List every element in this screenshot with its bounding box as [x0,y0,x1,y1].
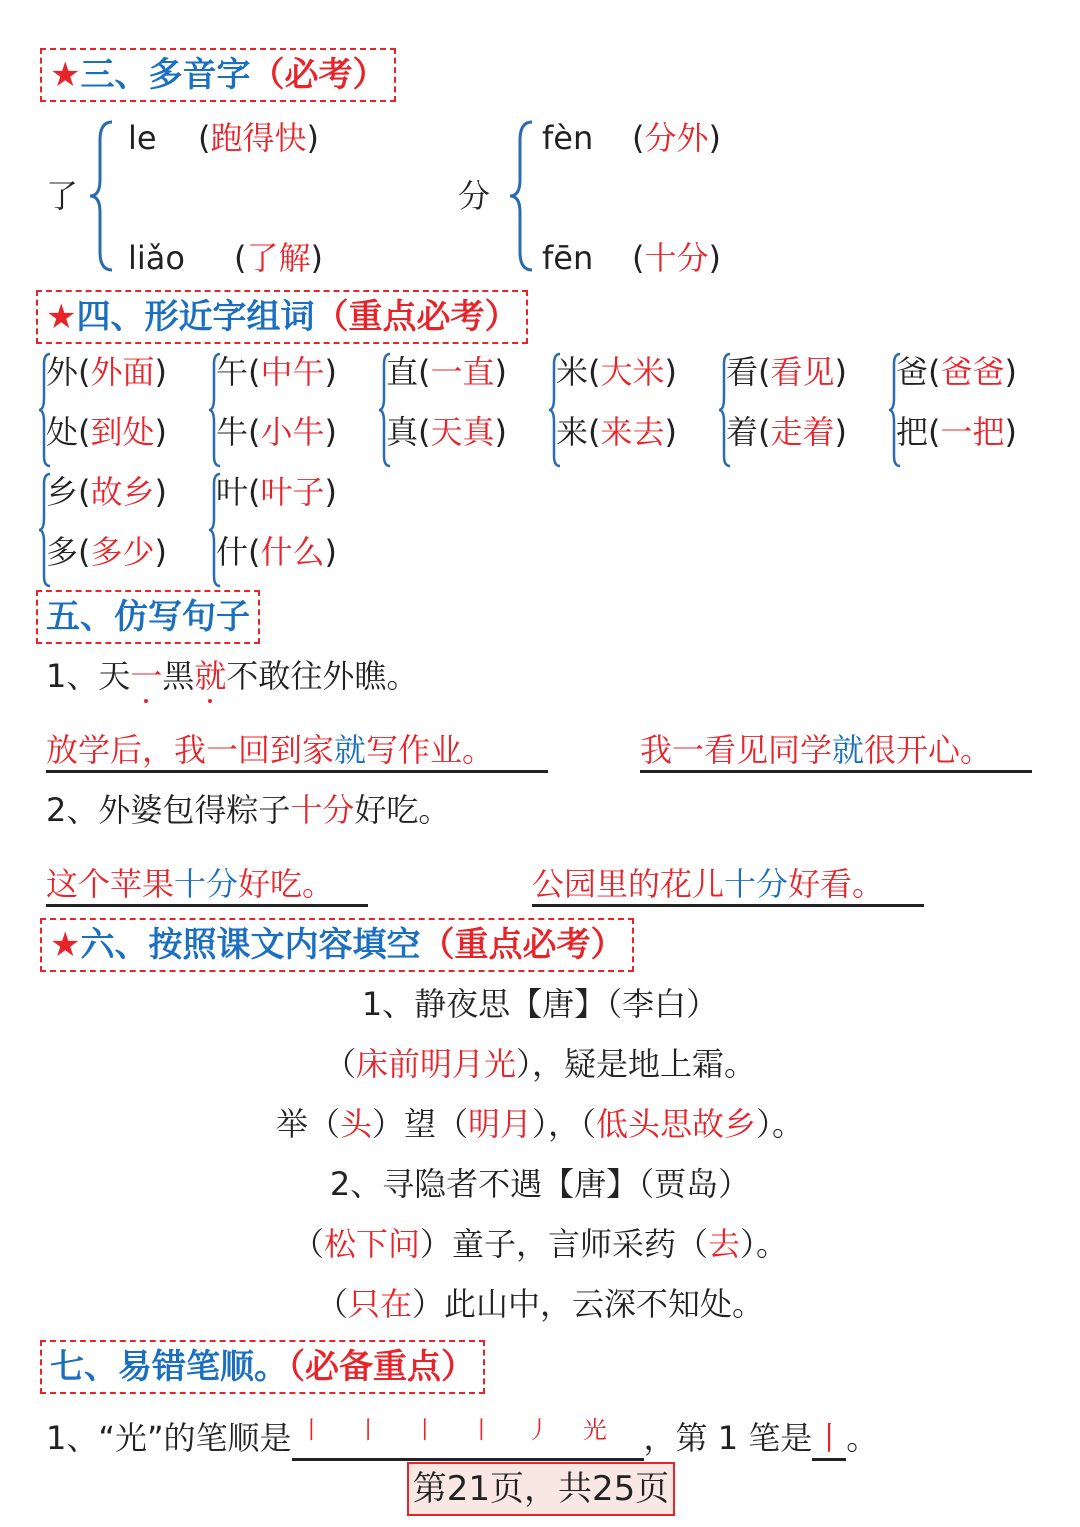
polyphone-row: liǎo (了解) [128,239,323,277]
answer-text: 公园里的花儿 [532,865,725,903]
char: 米 [556,353,589,391]
answer-word: 只在 [347,1285,412,1323]
char-pair [38,472,206,592]
section-7-header [40,1340,485,1394]
answer-word: 中午 [260,353,325,391]
answer-word: 故乡 [90,473,155,511]
keyword: 十分 [724,865,789,903]
answer-text: 很开心。 [864,731,993,769]
section-3-header [40,48,396,102]
char: 看 [726,353,759,391]
section-emphasis: （重点必考） [314,297,519,337]
section-emphasis: （重点必考） [420,925,625,965]
char: 叶 [216,473,249,511]
answer-word: 头 [339,1105,372,1143]
poem-text: （ [323,1045,356,1083]
keyword: 一 [130,657,163,695]
poem-text: ），疑是地上霜。 [516,1045,757,1083]
stroke-step: 丿 [526,1416,551,1444]
answer-word: 去 [708,1225,741,1263]
char-pair [888,352,1056,472]
question-text: 好吃。 [354,791,451,829]
answer-text: 我一看见同学 [640,731,833,769]
pair-row: 看(看见) [726,353,847,391]
question-text: 不敢往外瞧。 [226,657,419,695]
char: 爸 [896,353,929,391]
stroke-order-answer [292,1418,644,1461]
answer-word: 分外 [644,119,709,157]
pair-row: 着(走着) [726,413,847,451]
char: 处 [46,413,79,451]
answer-word: 走着 [770,413,835,451]
pair-row: 牛(小牛) [216,413,337,451]
question-text: 2、外婆包得粽子 [46,791,291,829]
char: 把 [896,413,929,451]
answer-word: 看见 [770,353,835,391]
char-pair [718,352,886,472]
poem-title: 1、静夜思【唐】（李白） [361,985,719,1023]
answer-text: 好吃。 [238,865,335,903]
char: 什 [216,533,249,571]
poem-text: （ [315,1285,348,1323]
pair-row: 外(外面) [46,353,167,391]
char: 乡 [46,473,79,511]
stroke-step: 丨 [299,1416,324,1444]
char-pair [548,352,716,472]
char-pair [38,352,206,472]
answer-word: 到处 [90,413,155,451]
char: 来 [556,413,589,451]
char: 牛 [216,413,249,451]
char: 多 [46,533,79,571]
answer-text: 这个苹果 [46,865,175,903]
pinyin: le [128,119,157,157]
question-text: ，第 1 笔是 [643,1419,813,1457]
poem-text: 举（ [275,1105,340,1143]
section-title: 七、易错笔顺。 [50,1347,288,1387]
char: 真 [386,413,419,451]
section-title: 三、多音字 [80,55,251,95]
answer-word: 外面 [90,353,155,391]
poem-text: （ [291,1225,324,1263]
poem-text: ）。 [756,1105,805,1143]
polyphone-row: le (跑得快) [128,119,319,157]
sentence-question-1 [46,656,418,696]
stroke-step: 丨 [469,1416,494,1444]
pair-row: 午(中午) [216,353,337,391]
answer-word: 大米 [600,353,665,391]
answer-word: 多少 [90,533,155,571]
answer-word: 一直 [430,353,495,391]
answer-text: 放学后，我一回到家 [46,731,335,769]
section-emphasis: （必考） [250,55,387,95]
pair-row: 多(多少) [46,533,167,571]
answer-sentence [532,864,924,907]
poem-text: ），（ [532,1105,597,1143]
poem-line [0,1044,1080,1084]
star-icon: ★ [46,297,77,337]
pinyin: liǎo [128,239,185,277]
poem-text: ）此山中，云深不知处。 [412,1285,765,1323]
pair-row: 真(天真) [386,413,507,451]
pinyin: fèn [542,119,594,157]
stroke-step: 丨 [356,1416,381,1444]
polyphone-row: fèn (分外) [542,119,721,157]
pinyin: fēn [542,239,594,277]
pair-row: 叶(叶子) [216,473,337,511]
section-title: 五、仿写句子 [46,597,250,637]
stroke-step: 光 [582,1416,607,1444]
answer-word: 什么 [260,533,325,571]
char-pair [208,472,376,592]
answer-word: 爸爸 [940,353,1005,391]
char: 外 [46,353,79,391]
polyphone-char-fen: 分 [458,177,491,215]
answer-word: 松下问 [323,1225,420,1263]
left-brace-icon [508,120,536,272]
poem-line [0,1104,1080,1144]
question-text: 1、“光”的笔顺是 [46,1419,292,1457]
poem-line [0,1284,1080,1324]
answer-word: 跑得快 [210,119,307,157]
answer-word: 低头思故乡 [596,1105,757,1143]
stroke-question [46,1418,878,1461]
pair-row: 把(一把) [896,413,1017,451]
poem-text: ）童子，言师采药（ [419,1225,708,1263]
polyphone-char-le: 了 [46,177,79,215]
poem-line [0,1224,1080,1264]
stroke-step: 丨 [412,1416,437,1444]
pair-row: 米(大米) [556,353,677,391]
keyword: 就 [334,731,367,769]
star-icon: ★ [50,55,81,95]
question-text: 。 [846,1419,879,1457]
section-title: 四、形近字组词 [76,297,315,337]
keyword: 就 [832,731,865,769]
pair-row: 爸(爸爸) [896,353,1017,391]
keyword: 十分 [290,791,355,829]
question-text: 1、天 [46,657,131,695]
char: 着 [726,413,759,451]
pair-row: 什(什么) [216,533,337,571]
answer-word: 床前明月光 [355,1045,516,1083]
answer-word: 了解 [246,239,311,277]
pair-row: 直(一直) [386,353,507,391]
answer-word: 叶子 [260,473,325,511]
section-emphasis: （必备重点） [288,1347,475,1387]
answer-text: 写作业。 [366,731,495,769]
poem-text: ）望（ [371,1105,468,1143]
polyphone-row: fēn (十分) [542,239,721,277]
section-title: 六、按照课文内容填空 [80,925,421,965]
answer-word: 明月 [467,1105,532,1143]
answer-sentence [640,730,1032,773]
answer-word: 小牛 [260,413,325,451]
sentence-question-2 [46,790,450,830]
star-icon: ★ [50,925,81,965]
char-pair [208,352,376,472]
question-text: 黑 [162,657,195,695]
pair-row: 来(来去) [556,413,677,451]
section-4-header [36,290,528,344]
page-number: 第21页，共25页 [407,1462,675,1516]
poem-text: ）。 [740,1225,789,1263]
answer-sentence [46,864,368,907]
pair-row: 乡(故乡) [46,473,167,511]
answer-sentence [46,730,548,773]
answer-text: 好看。 [788,865,885,903]
poem-title: 2、寻隐者不遇【唐】（贾岛） [329,1165,751,1203]
section-5-header [36,590,260,644]
section-6-header [40,918,634,972]
answer-word: 来去 [600,413,665,451]
char: 午 [216,353,249,391]
first-stroke-answer: 丨 [812,1418,846,1461]
answer-word: 一把 [940,413,1005,451]
char-pair [378,352,546,472]
answer-word: 天真 [430,413,495,451]
answer-word: 十分 [644,239,709,277]
keyword: 十分 [174,865,239,903]
keyword: 就 [194,657,227,695]
left-brace-icon [88,120,116,272]
char: 直 [386,353,419,391]
pair-row: 处(到处) [46,413,167,451]
